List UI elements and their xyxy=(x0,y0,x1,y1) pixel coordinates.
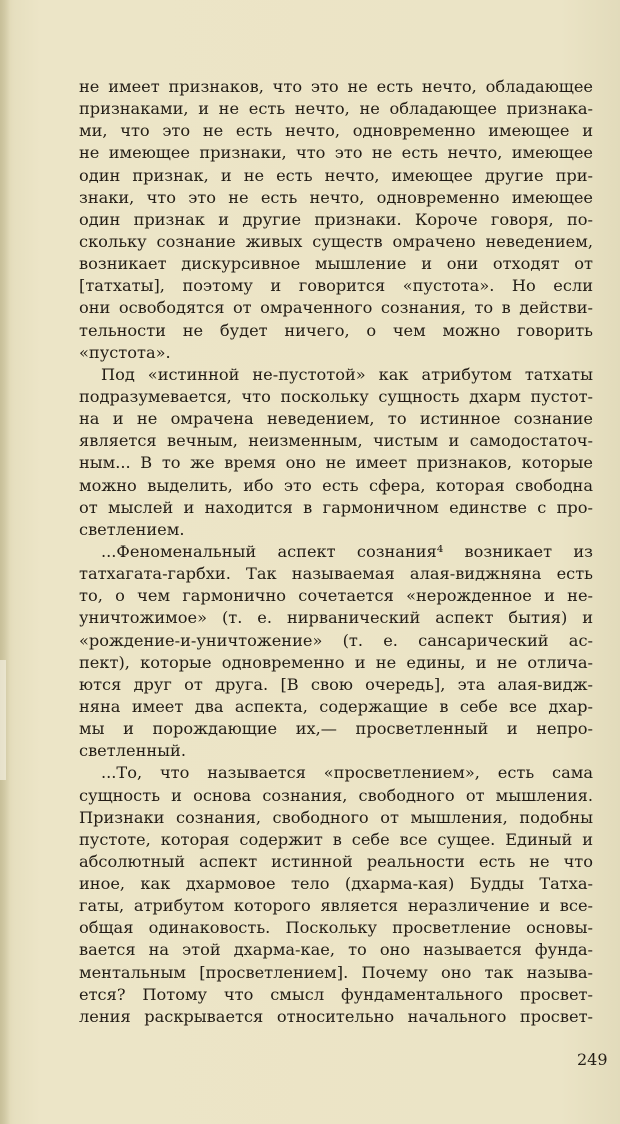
text-line: сущность и основа сознания, свободного от мышления. xyxy=(79,785,593,805)
text-line: скольку сознание живых существ омрачено неведением, xyxy=(79,231,593,251)
text-line: один признак и другие признаки. Короче говоря, по- xyxy=(79,209,593,229)
text-line: «пустота». xyxy=(79,342,171,362)
text-line: [татхаты], поэтому и говорится «пустота». Но если xyxy=(79,276,593,296)
text-line: не имеет признаков, что это не есть нечто, обладающее xyxy=(79,77,593,96)
text-line: няна имеет два аспекта, содержащие в себе все дхар- xyxy=(79,696,593,716)
text-line: от мыслей и находится в гармоничном единстве с про- xyxy=(79,497,593,517)
text-line: знаки, что это не есть нечто, одновременно имеющее xyxy=(79,187,593,207)
text-line: светлением. xyxy=(79,519,185,539)
text-line: ментальным [просветлением]. Почему оно так называ- xyxy=(79,962,593,982)
text-line: ми, что это не есть нечто, одновременно имеющее и xyxy=(79,121,593,141)
text-line: пект), которые одновременно и не едины, и не отлича- xyxy=(79,652,593,672)
text-line: один признак, и не есть нечто, имеющее другие при- xyxy=(79,165,593,185)
text-line: они освободятся от омраченного сознания, то в действи- xyxy=(79,298,593,318)
text-line: то, о чем гармонично сочетается «нерожденное и не- xyxy=(79,586,593,606)
text-line: вается на этой дхарма-кае, то оно называется фунда- xyxy=(79,940,593,960)
text-line: возникает дискурсивное мышление и они отходят от xyxy=(79,254,593,274)
text-line: гаты, атрибутом которого является неразличение и все- xyxy=(79,896,593,916)
text-line: «рождение-и-уничтожение» (т. е. сансарический ас- xyxy=(79,630,593,650)
text-line: можно выделить, ибо это есть сфера, которая свободна xyxy=(79,475,593,495)
text-line: ным... В то же время оно не имеет признаков, которые xyxy=(79,453,593,473)
text-line: ления раскрывается относительно начального просвет- xyxy=(79,1006,593,1026)
text-line: пустоте, которая содержит в себе все сущее. Единый и xyxy=(79,829,593,849)
text-line: уничтожимое» (т. е. нирванический аспект бытия) и xyxy=(79,608,593,628)
text-line: не имеющее признаки, что это не есть нечто, имеющее xyxy=(79,143,593,163)
text-line: ется? Потому что смысл фундаментального просвет- xyxy=(79,984,593,1004)
text-line: светленный. xyxy=(79,741,186,761)
text-line: подразумевается, что поскольку сущность дхарм пустот- xyxy=(79,386,593,406)
page-number: 249 xyxy=(577,1050,608,1069)
text-line: признаками, и не есть нечто, не обладающее признака- xyxy=(79,99,593,119)
text-line: ...То, что называется «просветлением», есть сама xyxy=(101,763,593,783)
text-line: Под «истинной не-пустотой» как атрибутом татхаты xyxy=(101,364,593,384)
text-line: ются друг от друга. [В свою очередь], эта алая-видж- xyxy=(79,674,593,694)
text-line: общая одинаковость. Поскольку просветление основы- xyxy=(79,918,593,938)
text-line: иное, как дхармовое тело (дхарма-кая) Будды Татха- xyxy=(79,874,593,894)
body-text xyxy=(79,76,593,1028)
text-line: Признаки сознания, свободного от мышления, подобны xyxy=(79,807,593,827)
text-line: ...Феноменальный аспект сознания⁴ возникает из xyxy=(101,541,593,561)
page-gutter-shadow xyxy=(0,0,10,1124)
text-line: на и не омрачена неведением, то истинное сознание xyxy=(79,409,593,429)
text-line: абсолютный аспект истинной реальности есть не что xyxy=(79,851,593,871)
page-edge-mark xyxy=(0,660,6,780)
text-line: тельности не будет ничего, о чем можно говорить xyxy=(79,320,593,340)
text-line: татхагата-гарбхи. Так называемая алая-виджняна есть xyxy=(79,564,593,584)
text-line: является вечным, неизменным, чистым и самодостаточ- xyxy=(79,431,593,451)
text-line: мы и порождающие их,— просветленный и непро- xyxy=(79,719,593,739)
